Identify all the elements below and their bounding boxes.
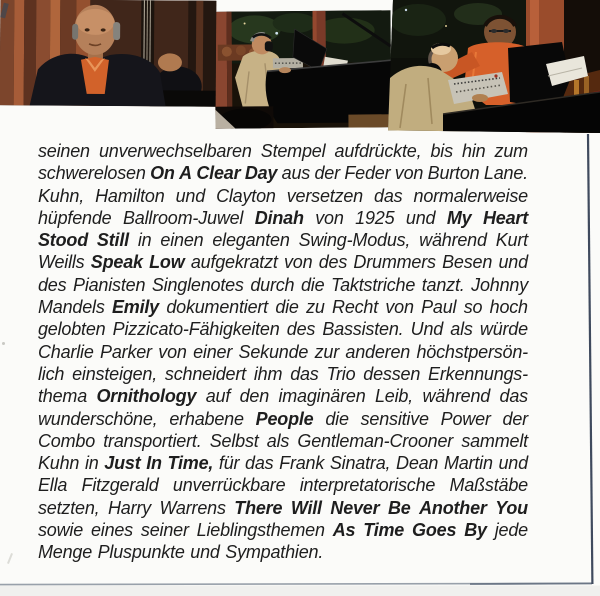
word: thema bbox=[38, 386, 88, 407]
page-bottom-edge bbox=[0, 583, 592, 584]
scan-speck bbox=[7, 553, 13, 564]
word: seinen bbox=[38, 141, 90, 161]
word: Sinatra, bbox=[329, 453, 391, 474]
word: seiner bbox=[140, 520, 189, 541]
word: Taktstriche bbox=[330, 274, 416, 295]
text-line bbox=[38, 452, 528, 474]
word: und bbox=[175, 185, 206, 206]
song-title-word: Emily bbox=[111, 297, 159, 318]
song-title-word: People bbox=[255, 408, 314, 429]
word: Maßstäbe bbox=[449, 475, 528, 496]
page-bottom-edge-dark bbox=[470, 583, 592, 584]
word: einen bbox=[160, 230, 204, 251]
duo-photo bbox=[388, 0, 600, 133]
word: während bbox=[419, 230, 487, 251]
word: dessen bbox=[363, 363, 421, 384]
word: eines bbox=[90, 520, 133, 541]
text-line bbox=[38, 251, 528, 273]
word: Sympathien. bbox=[225, 542, 324, 563]
word: des bbox=[286, 319, 316, 340]
word: Burton bbox=[427, 163, 480, 184]
word: sammelt bbox=[461, 430, 528, 451]
word: Erkennungs- bbox=[428, 363, 528, 384]
word: die bbox=[300, 274, 325, 295]
word: und bbox=[498, 453, 528, 474]
word: Menge bbox=[38, 542, 93, 563]
word: höchstpersön- bbox=[416, 341, 528, 362]
song-title-word: In bbox=[146, 453, 162, 474]
word: Und bbox=[410, 319, 444, 340]
word: aufdrückte, bbox=[334, 141, 422, 161]
word: von bbox=[385, 297, 414, 318]
word: Kurt bbox=[495, 230, 528, 251]
word: eleganten bbox=[212, 230, 290, 251]
word: des bbox=[38, 274, 67, 295]
song-title-word: Speak bbox=[90, 252, 143, 273]
word: das bbox=[374, 185, 403, 206]
song-title-word: On bbox=[150, 163, 175, 184]
song-title-word: Time bbox=[363, 520, 405, 541]
text-line bbox=[38, 140, 528, 162]
word: Combo bbox=[38, 430, 96, 451]
text-line bbox=[38, 162, 528, 184]
word: Pizzicato-Fähigkeiten bbox=[112, 319, 280, 340]
bass-player-photo-art bbox=[0, 0, 216, 107]
word: Lane. bbox=[483, 163, 528, 184]
word: erhabene bbox=[169, 408, 244, 429]
text-line bbox=[38, 430, 528, 452]
song-title-word: Be bbox=[387, 497, 411, 518]
word: Feder bbox=[344, 163, 391, 184]
song-title-word: Still bbox=[96, 230, 129, 251]
song-title-word: Will bbox=[290, 497, 322, 518]
word: tanzt. bbox=[421, 274, 465, 295]
song-title-word: Heart bbox=[482, 207, 528, 228]
word: von bbox=[394, 163, 424, 184]
song-title-word: You bbox=[495, 497, 528, 518]
song-title-word: Low bbox=[149, 252, 185, 273]
word: aufgekratzt bbox=[190, 252, 278, 273]
word: Drummers bbox=[353, 252, 436, 273]
word: Pluspunkte bbox=[97, 542, 185, 563]
song-title-word: Time, bbox=[167, 453, 214, 474]
word: versetzen bbox=[286, 185, 363, 206]
song-title-word: Dinah bbox=[254, 207, 304, 228]
word: und bbox=[190, 542, 220, 563]
word: interpretatorische bbox=[299, 475, 436, 496]
word: einsteigen, bbox=[72, 363, 157, 384]
word: Swing-Modus, bbox=[298, 230, 411, 251]
song-title-word: A bbox=[179, 163, 192, 184]
word: Singlenotes bbox=[151, 274, 244, 295]
text-line bbox=[38, 474, 528, 496]
word: das bbox=[290, 363, 319, 384]
word: Harry bbox=[107, 497, 151, 518]
text-line bbox=[38, 207, 528, 229]
word: anderen bbox=[345, 341, 411, 362]
word: von bbox=[158, 341, 187, 362]
text-line bbox=[38, 408, 528, 430]
word: Charlie bbox=[38, 341, 94, 362]
word: der bbox=[502, 408, 528, 429]
word: Ella bbox=[38, 475, 68, 496]
word: Mandels bbox=[38, 297, 105, 318]
word: schwerelosen bbox=[38, 163, 146, 184]
song-title-word: By bbox=[464, 520, 487, 541]
word: von bbox=[283, 252, 313, 273]
word: Hamilton bbox=[95, 185, 165, 206]
word: bis bbox=[430, 141, 453, 161]
song-title-word: Never bbox=[330, 497, 380, 518]
word: 1925 bbox=[355, 207, 395, 228]
text-line bbox=[38, 185, 528, 207]
word: Leib, bbox=[374, 386, 413, 407]
word: Selbst bbox=[209, 430, 259, 451]
word: Besen bbox=[442, 252, 493, 273]
text-line bbox=[38, 363, 528, 385]
word: der bbox=[314, 163, 340, 184]
word: transportiert. bbox=[103, 430, 202, 451]
bass-player-photo bbox=[0, 0, 216, 107]
word: während bbox=[422, 386, 491, 407]
word: in bbox=[84, 453, 99, 474]
word: Power bbox=[440, 408, 491, 429]
word: und bbox=[498, 252, 528, 273]
word: Bassisten. bbox=[322, 319, 404, 340]
word: für bbox=[218, 453, 240, 474]
word: imaginären bbox=[278, 386, 366, 407]
word: hüpfende bbox=[38, 207, 112, 228]
word: die bbox=[275, 297, 299, 318]
song-title-word: Day bbox=[244, 163, 278, 184]
word: des bbox=[318, 252, 348, 273]
liner-notes-text bbox=[38, 140, 528, 564]
word: zu bbox=[306, 297, 325, 318]
word: hin bbox=[462, 141, 486, 161]
song-title-word: Goes bbox=[412, 520, 457, 541]
word: hoch bbox=[489, 297, 528, 318]
word: Kuhn bbox=[38, 453, 80, 474]
word: wunderschöne, bbox=[38, 408, 158, 429]
word: Johnny bbox=[471, 274, 528, 295]
page-right-edge bbox=[588, 134, 592, 584]
word: jede bbox=[494, 520, 528, 541]
word: das bbox=[245, 453, 274, 474]
word: Clayton bbox=[216, 185, 276, 206]
text-line bbox=[38, 296, 528, 318]
scan-speck bbox=[2, 342, 5, 345]
text-line bbox=[38, 541, 528, 563]
word: in bbox=[137, 230, 152, 251]
word: Recht bbox=[332, 297, 379, 318]
word: normalerweise bbox=[413, 185, 528, 206]
word: Paul bbox=[421, 297, 457, 318]
below-page-strip bbox=[0, 586, 600, 596]
word: gelobten bbox=[38, 319, 106, 340]
word: Sekunde bbox=[238, 341, 309, 362]
word: sensitive bbox=[360, 408, 429, 429]
word: zur bbox=[314, 341, 340, 362]
word: unverwechselbaren bbox=[98, 141, 252, 161]
song-title-word: Another bbox=[419, 497, 487, 518]
text-line bbox=[38, 385, 528, 407]
text-line bbox=[38, 318, 528, 340]
word: als bbox=[266, 430, 290, 451]
song-title-word: As bbox=[332, 520, 356, 541]
word: sowie bbox=[38, 520, 84, 541]
word: und bbox=[405, 207, 436, 228]
word: Parker bbox=[100, 341, 152, 362]
song-title-word: Just bbox=[104, 453, 141, 474]
text-line bbox=[38, 229, 528, 251]
word: schneidert bbox=[164, 363, 246, 384]
word: unverrückbare bbox=[172, 475, 286, 496]
word: Kuhn, bbox=[38, 185, 85, 206]
text-line bbox=[38, 341, 528, 363]
word: Trio bbox=[326, 363, 356, 384]
word: Dean bbox=[396, 453, 439, 474]
word: so bbox=[463, 297, 483, 318]
word: würde bbox=[479, 319, 528, 340]
text-line bbox=[38, 519, 528, 541]
word: lich bbox=[38, 363, 65, 384]
word: durch bbox=[250, 274, 295, 295]
word: von bbox=[315, 207, 344, 228]
song-title-word: My bbox=[446, 207, 472, 228]
song-title-word: Clear bbox=[196, 163, 241, 184]
text-line bbox=[38, 274, 528, 296]
word: die bbox=[325, 408, 349, 429]
word: zum bbox=[494, 141, 528, 161]
text-line bbox=[38, 497, 528, 519]
song-title-word: Ornithology bbox=[96, 386, 197, 407]
word: auf bbox=[205, 386, 231, 407]
word: Ballroom-Juwel bbox=[122, 207, 244, 228]
song-title-word: There bbox=[234, 497, 283, 518]
pianist-photo bbox=[214, 10, 391, 129]
word: Frank bbox=[279, 453, 325, 474]
word: das bbox=[499, 386, 528, 407]
word: Stempel bbox=[260, 141, 326, 161]
word: dokumentiert bbox=[166, 297, 268, 318]
word: Lieblingsthemen bbox=[196, 520, 325, 541]
song-title-word: Stood bbox=[38, 230, 88, 251]
duo-photo-art bbox=[388, 0, 600, 133]
word: als bbox=[450, 319, 473, 340]
word: Fitzgerald bbox=[81, 475, 159, 496]
pianist-photo-art bbox=[214, 10, 391, 129]
word: aus bbox=[281, 163, 311, 184]
word: ihm bbox=[253, 363, 283, 384]
word: setzten, bbox=[38, 497, 100, 518]
word: Warrens bbox=[159, 497, 226, 518]
word: Martin bbox=[443, 453, 493, 474]
word: Weills bbox=[38, 252, 85, 273]
word: den bbox=[239, 386, 270, 407]
word: Gentleman-Crooner bbox=[297, 430, 454, 451]
word: Pianisten bbox=[73, 274, 146, 295]
word: einer bbox=[193, 341, 233, 362]
